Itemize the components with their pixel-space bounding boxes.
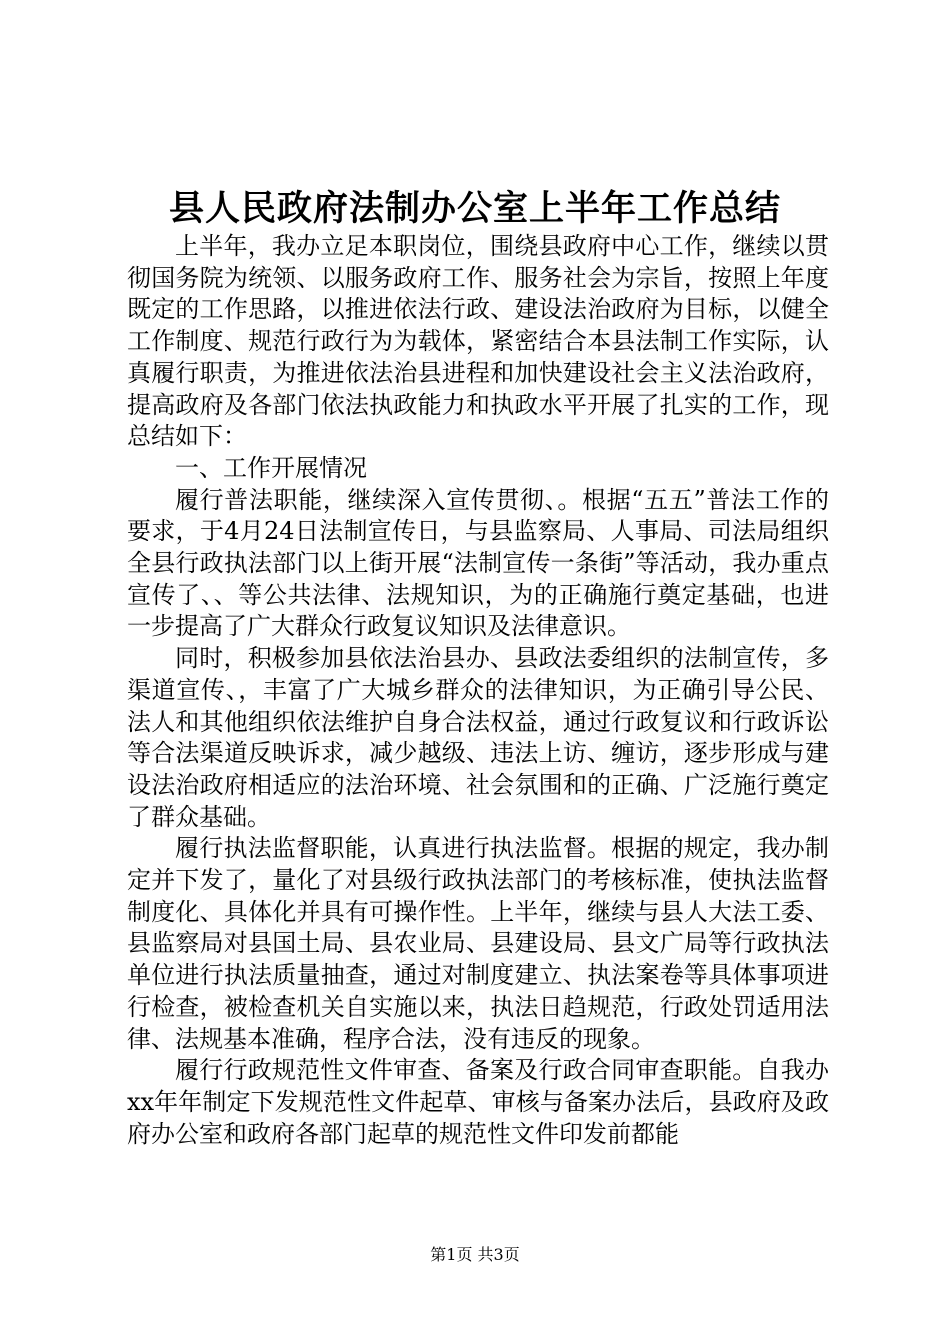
paragraph-legal-education: 履行普法职能，继续深入宣传贯彻、。根据“五五”普法工作的要求，于4月24日法制宣传日，与县监察局、人事局、司法局组织全县行政执法部门以上街开展“法制宣传一条街”等活动，我办重点宣传了、、等公共法律、法规知识，为的正确施行奠定基础，也进一步提高了广大群众行政复议知识及法律意识。 [127, 485, 829, 641]
document-body [127, 231, 829, 1150]
paragraph-publicity: 同时，积极参加县依法治县办、县政法委组织的法制宣传，多渠道宣传、，丰富了广大城乡群众的法律知识，为正确引导公民、法人和其他组织依法维护自身合法权益，通过行政复议和行政诉讼等合法渠道反映诉求，减少越级、违法上访、缠访，逐步形成与建设法治政府相适应的法治环境、社会氛围和的正确、广泛施行奠定了群众基础。 [127, 644, 829, 831]
paragraph-enforcement-supervision: 履行执法监督职能，认真进行执法监督。根据的规定，我办制定并下发了，量化了对县级行政执法部门的考核标准，使执法监督制度化、具体化并具有可操作性。上半年，继续与县人大法工委、县监察局对县国土局、县农业局、县建设局、县文广局等行政执法单位进行执法质量抽查，通过对制度建立、执法案卷等具体事项进行检查，被检查机关自实施以来，执法日趋规范，行政处罚适用法律、法规基本准确，程序合法，没有违反的现象。 [127, 834, 829, 1053]
document-title: 县人民政府法制办公室上半年工作总结 [168, 188, 781, 229]
paragraph-intro: 上半年，我办立足本职岗位，围绕县政府中心工作，继续以贯彻国务院为统领、以服务政府工作、服务社会为宗旨，按照上年度既定的工作思路，以推进依法行政、建设法治政府为目标，以健全工作制度、规范行政行为为载体，紧密结合本县法制工作实际，认真履行职责，为推进依法治县进程和加快建设社会主义法治政府，提高政府及各部门依法执政能力和执政水平开展了扎实的工作，现总结如下： [127, 232, 829, 451]
section-heading: 一、工作开展情况 [175, 453, 367, 482]
page-footer: 第1页 共3页 [430, 1245, 520, 1264]
paragraph-normative-documents: 履行行政规范性文件审查、备案及行政合同审查职能。自我办xx年年制定下发规范性文件起草、审核与备案办法后，县政府及政府办公室和政府各部门起草的规范性文件印发前都能 [127, 1056, 829, 1148]
